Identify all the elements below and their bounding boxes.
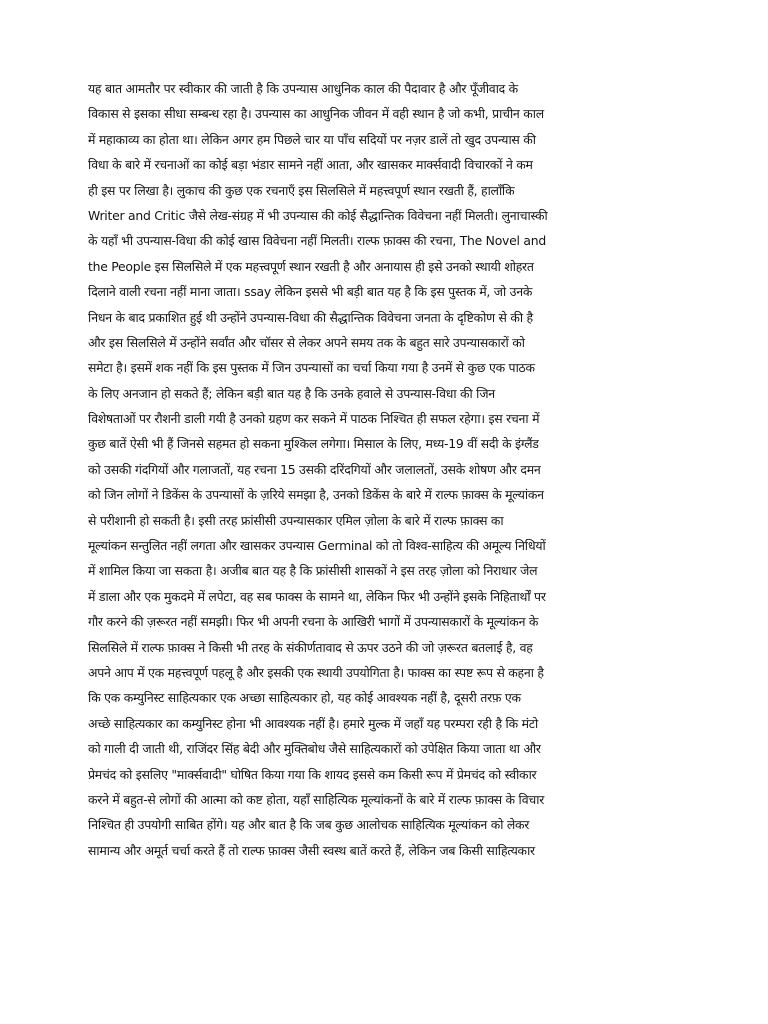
text-line-20: में शामिल किया जा सकता है। अजीब बात यह है कि फ्रांसीसी शासकों ने इस तरह ज़ोला को निराधार जेल [88, 563, 538, 579]
text-line-10: निधन के बाद प्रकाशित हुई थी उन्होंने उपन्यास-विधा की सैद्धान्तिक विवेचना जनता के दृष्टिकोण से की है [88, 309, 533, 325]
text-line-24: अपने आप में एक महत्त्वपूर्ण पहलू है और इसकी एक स्थायी उपयोगिता है। फाक्स का स्पष्ट रूप से कहना है [88, 664, 544, 680]
text-line-22: गौर करने की ज़रूरत नहीं समझी। फिर भी अपनी रचना के आखिरी भागों में उपन्यासकारों के मूल्यांकन के [88, 614, 539, 630]
text-line-29: करने में बहुत-से लोगों की आत्मा को कष्ट होता, यहाँ साहित्यिक मूल्यांकनों के बारे में राल्फ फ़ाक्स के विचार [88, 791, 545, 807]
text-line-13: के लिए अनजान हो सकते हैं; लेकिन बड़ी बात यह है कि उनके हवाले से उपन्यास-विधा की जिन [88, 385, 495, 401]
text-line-4: विधा के बारे में रचनाओं का कोई बड़ा भंडार सामने नहीं आता, और खासकर मार्क्सवादी विचारकों ने कम [88, 157, 533, 173]
text-line-8: the People इस सिलसिले में एक महत्त्वपूर्ण स्थान रखती है और अनायास ही इसे उनको स्थायी शोहरत [88, 258, 534, 274]
text-line-2: विकास से इसका सीधा सम्बन्ध रहा है। उपन्यास का आधुनिक जीवन में वही स्थान है जो कभी, प्राचीन काल [88, 106, 544, 122]
text-line-7: के यहाँ भी उपन्यास-विधा की कोई खास विवेचना नहीं मिलती। राल्फ फ़ाक्स की रचना, The Novel and [88, 233, 546, 249]
text-line-11: और इस सिलसिले में उन्होंने सर्वांत और चॉसर से लेकर अपने समय तक के बहुत सारे उपन्यासकारों को [88, 334, 525, 350]
text-line-30: निश्चित ही उपयोगी साबित होंगे। यह और बात है कि जब कुछ आलोचक साहित्यिक मूल्यांकन को लेकर [88, 817, 530, 833]
text-line-12: समेटा है। इसमें शक नहीं कि इस पुस्तक में जिन उपन्यासों का चर्चा किया गया है उनमें से कुछ एक पाठक [88, 360, 535, 376]
text-line-3: में महाकाव्य का होता था। लेकिन अगर हम पिछले चार या पाँच सदियों पर नज़र डालें तो खुद उपन्यास की [88, 131, 536, 147]
text-line-1: यह बात आमतौर पर स्वीकार की जाती है कि उपन्यास आधुनिक काल की पैदावार है और पूँजीवाद के [88, 81, 518, 96]
text-line-18: से परीशानी हो सकती है। इसी तरह फ्रांसीसी उपन्यासकार एमिल ज़ोला के बारे में राल्फ फ़ाक्स का [88, 512, 504, 528]
text-line-6: Writer and Critic जैसे लेख-संग्रह में भी उपन्यास की कोई सैद्धान्तिक विवेचना नहीं मिलती। लुनाचास्की [88, 207, 548, 223]
text-line-15: कुछ बातें ऐसी भी हैं जिनसे सहमत हो सकना मुश्किल लगेगा। मिसाल के लिए, मध्य-19 वीं सदी के इंग्लैंड [88, 436, 539, 452]
text-line-21: में डाला और एक मुकदमे में लपेटा, वह सब फाक्स के सामने था, लेकिन फिर भी उन्होंने इसके निहितार्थों पर [88, 588, 546, 604]
text-line-14: विशेषताओं पर रौशनी डाली गयी है उनको ग्रहण कर सकने में पाठक निश्चित ही सफल रहेगा। इस रचना में [88, 411, 540, 427]
body-text [88, 76, 684, 863]
text-line-26: अच्छे साहित्यकार का कम्युनिस्ट होना भी आवश्यक नहीं है। हमारे मुल्क में जहाँ यह परम्परा रही है कि मंटो [88, 715, 538, 731]
text-line-9: दिलाने वाली रचना नहीं माना जाता। ssay लेकिन इससे भी बड़ी बात यह है कि इस पुस्तक में, जो उनके [88, 284, 533, 300]
text-line-16: को उसकी गंदगियों और गलाजतों, यह रचना 15 उसकी दरिंदगियों और जलालतों, उसके शोषण और दमन [88, 461, 541, 477]
text-line-23: सिलसिले में राल्फ फ़ाक्स ने किसी भी तरह के संकीर्णतावाद से ऊपर उठने की जो ज़रूरत बतलाई है, वह [88, 639, 533, 655]
text-line-31: सामान्य और अमूर्त चर्चा करते हैं तो राल्फ फ़ाक्स जैसी स्वस्थ बातें करते हैं, लेकिन जब किसी साहित्यकार [88, 842, 535, 858]
text-line-27: को गाली दी जाती थी, राजिंदर सिंह बेदी और मुक्तिबोध जैसे साहित्यकारों को उपेक्षित किया जाता था और [88, 741, 541, 757]
text-line-28: प्रेमचंद को इसलिए "मार्क्सवादी" घोषित किया गया कि शायद इससे कम किसी रूप में प्रेमचंद को स्वीकार [88, 766, 537, 782]
text-line-19: मूल्यांकन सन्तुलित नहीं लगता और खासकर उपन्यास Germinal को तो विश्व-साहित्य की अमूल्य निधियों [88, 538, 546, 554]
text-line-25: कि एक कम्युनिस्ट साहित्यकार एक अच्छा साहित्यकार हो, यह कोई आवश्यक नहीं है, दूसरी तरफ़ एक [88, 690, 521, 706]
text-line-17: को जिन लोगों ने डिकेंस के उपन्यासों के ज़रिये समझा है, उनको डिकेंस के बारे में राल्फ फ़ाक्स के मूल्यांकन [88, 487, 544, 503]
text-line-5: ही इस पर लिखा है। लुकाच की कुछ एक रचनाएँ इस सिलसिले में महत्त्वपूर्ण स्थान रखती हैं, हालाँकि [88, 182, 515, 198]
